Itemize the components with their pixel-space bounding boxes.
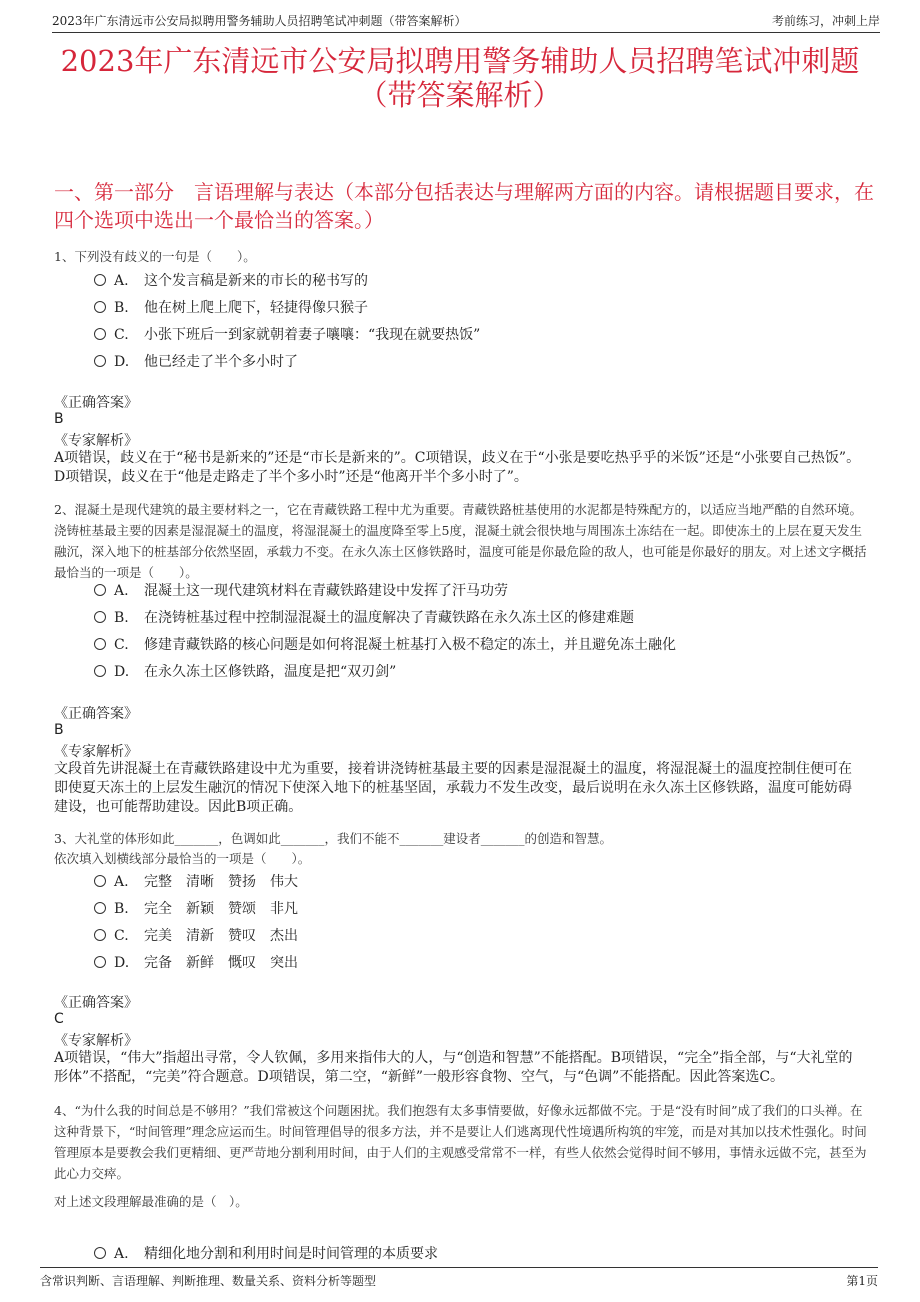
- radio-icon[interactable]: [94, 902, 106, 914]
- question-3-stem: 3、大礼堂的体形如此_______，色调如此_______，我们不能不_______建设者_______的创造和智慧。: [54, 831, 612, 846]
- q3-option-d[interactable]: D. 完备 新鲜 慨叹 突出: [94, 952, 298, 972]
- q2-option-d[interactable]: D. 在永久冻土区修铁路，温度是把“双刃剑”: [94, 661, 396, 681]
- radio-icon[interactable]: [94, 301, 106, 313]
- radio-icon[interactable]: [94, 611, 106, 623]
- radio-icon[interactable]: [94, 328, 106, 340]
- question-1-stem: 1、下列没有歧义的一句是（ ）。: [54, 249, 256, 264]
- radio-icon[interactable]: [94, 875, 106, 887]
- question-2-stem: 2、混凝土是现代建筑的最主要材料之一，它在青藏铁路工程中尤为重要。青藏铁路桩基使用的水泥都是特殊配方的，以适应当地严酷的自然环境。浇铸桩基最主要的因素是湿混凝土的温度，将湿混凝土的温度降至零上5度，混凝土就会很快地与周围冻土冻结在一起。即使冻土的上层在夏天发生融沉，深入地下的桩基部分依然坚固，承载力不变。在永久冻土区修铁路时，温度可能是你最危险的敌人，也可能是你最好的朋友。对上述文字概括最恰当的一项是（ ）。: [54, 502, 867, 580]
- q3-option-c[interactable]: C. 完美 清新 赞叹 杰出: [94, 925, 298, 945]
- q2-option-c[interactable]: C. 修建青藏铁路的核心问题是如何将混凝土桩基打入极不稳定的冻土，并且避免冻土融化: [94, 634, 676, 654]
- header-doc-title: 2023年广东清远市公安局拟聘用警务辅助人员招聘笔试冲刺题（带答案解析）: [52, 14, 467, 28]
- q2-answer-label: 《正确答案》: [54, 706, 138, 722]
- q3-explanation-label: 《专家解析》: [54, 1033, 138, 1049]
- q4-option-a[interactable]: A. 精细化地分割和利用时间是时间管理的本质要求: [94, 1243, 438, 1263]
- radio-icon[interactable]: [94, 956, 106, 968]
- section-heading: 一、第一部分 言语理解与表达（本部分包括表达与理解两方面的内容。请根据题目要求，在四个选项中选出一个最恰当的答案。）: [54, 180, 874, 232]
- q2-answer: B: [54, 722, 64, 738]
- question-4-stem: 4、“为什么我的时间总是不够用？”我们常被这个问题困扰。我们抱怨有太多事情要做，好像永远都做不完。于是“没有时间”成了我们的口头禅。在这种背景下，“时间管理”理念应运而生。时间管理倡导的很多方法，并不是要让人们逃离现代性境遇所构筑的牢笼，而是对其加以技术性强化。时间管理原本是要教会我们更精细、更严苛地分割利用时间，由于人们的主观感受常常不一样，有些人依然会觉得时间不够用，事情永远做不完，甚至为此心力交瘁。: [54, 1103, 867, 1181]
- q3-option-b[interactable]: B. 完全 新颖 赞颂 非凡: [94, 898, 298, 918]
- q1-answer-label: 《正确答案》: [54, 395, 138, 411]
- radio-icon[interactable]: [94, 1247, 106, 1259]
- radio-icon[interactable]: [94, 665, 106, 677]
- q1-option-c[interactable]: C. 小张下班后一到家就朝着妻子嚷嚷：“我现在就要热饭”: [94, 324, 480, 344]
- question-4-instruction: 对上述文段理解最准确的是（ ）。: [54, 1194, 248, 1209]
- radio-icon[interactable]: [94, 638, 106, 650]
- q3-answer-label: 《正确答案》: [54, 995, 138, 1011]
- radio-icon[interactable]: [94, 355, 106, 367]
- q1-explanation-label: 《专家解析》: [54, 433, 138, 449]
- page-title: [40, 44, 880, 112]
- title-line-2: （带答案解析）: [358, 78, 562, 112]
- title-line-1: 2023年广东清远市公安局拟聘用警务辅助人员招聘笔试冲刺题: [60, 44, 860, 78]
- question-3-instruction: 依次填入划横线部分最恰当的一项是（ ）。: [54, 851, 311, 866]
- q2-explanation-label: 《专家解析》: [54, 744, 138, 760]
- header-slogan: 考前练习，冲刺上岸: [771, 14, 880, 28]
- q3-option-a[interactable]: A. 完整 清晰 赞扬 伟大: [94, 871, 298, 891]
- radio-icon[interactable]: [94, 274, 106, 286]
- q1-option-b[interactable]: B. 他在树上爬上爬下，轻捷得像只猴子: [94, 297, 368, 317]
- q3-explanation: A项错误，“伟大”指超出寻常，令人钦佩，多用来指伟大的人，与“创造和智慧”不能搭配。B项错误，“完全”指全部，与“大礼堂的形体”不搭配，“完美”符合题意。D项错误，第二空，“新鲜”一般形容食物、空气，与“色调”不能搭配。因此答案选C。: [54, 1050, 853, 1085]
- radio-icon[interactable]: [94, 584, 106, 596]
- radio-icon[interactable]: [94, 929, 106, 941]
- q2-explanation: 文段首先讲混凝土在青藏铁路建设中尤为重要，接着讲浇铸桩基最主要的因素是湿混凝土的温度，将湿混凝土的温度控制住便可在即使夏天冻土的上层发生融沉的情况下使深入地下的桩基坚固，承载力不发生改变，最后说明在永久冻土区修铁路，温度可能妨碍建设，也可能帮助建设。因此B项正确。: [54, 761, 852, 815]
- q1-option-a[interactable]: A. 这个发言稿是新来的市长的秘书写的: [94, 270, 368, 290]
- q2-option-b[interactable]: B. 在浇铸桩基过程中控制湿混凝土的温度解决了青藏铁路在永久冻土区的修建难题: [94, 607, 634, 627]
- q3-answer: C: [54, 1011, 64, 1027]
- q1-option-d[interactable]: D. 他已经走了半个多小时了: [94, 351, 298, 371]
- q2-option-a[interactable]: A. 混凝土这一现代建筑材料在青藏铁路建设中发挥了汗马功劳: [94, 580, 508, 600]
- footer-note: 含常识判断、言语理解、判断推理、数量关系、资料分析等题型: [40, 1274, 377, 1288]
- q1-explanation: A项错误，歧义在于“秘书是新来的”还是“市长是新来的”。C项错误，歧义在于“小张是要吃热乎乎的米饭”还是“小张要自己热饭”。D项错误，歧义在于“他是走路走了半个多小时”还是“他离开半个多小时了”。: [54, 450, 861, 485]
- page-number: 第1页: [846, 1274, 878, 1288]
- q1-answer: B: [54, 411, 64, 427]
- page-header: [52, 10, 880, 33]
- page-footer: [40, 1267, 878, 1290]
